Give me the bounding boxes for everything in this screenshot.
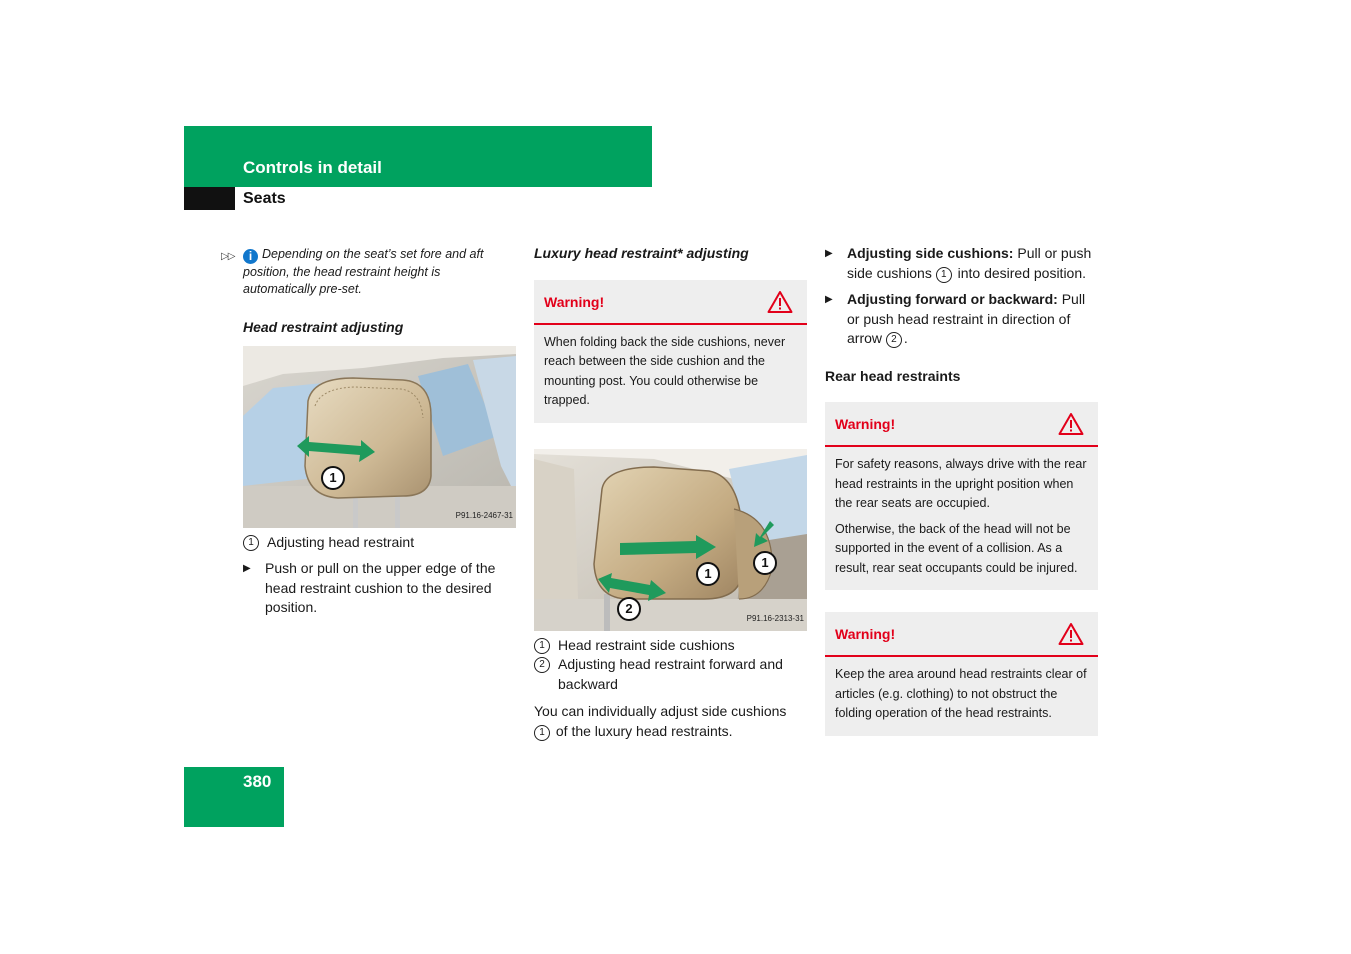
- adjust-arrow-icon: [295, 434, 377, 464]
- legend-item: [534, 655, 807, 694]
- page-number: 380: [243, 772, 272, 791]
- body-paragraph: [534, 702, 807, 741]
- callout-2: 2: [617, 597, 641, 621]
- warning-header: [825, 402, 1098, 447]
- legend-text: Adjusting head restraint forward and backward: [558, 656, 783, 692]
- warning-triangle-icon: [1058, 622, 1084, 646]
- luxury-head-restraint-heading: Luxury head restraint* adjusting: [534, 245, 749, 261]
- warning-text: Keep the area around head restraints clear of articles (e.g. clothing) to not obstruct the folding operation of the head restraints.: [835, 667, 1087, 720]
- instruction-bullet: [825, 290, 1098, 349]
- head-restraint-heading: Head restraint adjusting: [243, 319, 404, 335]
- column-middle: [534, 244, 807, 741]
- info-note: [221, 246, 516, 298]
- instruction-label: Adjusting forward or backward:: [847, 291, 1058, 307]
- page-number-block: [184, 767, 284, 827]
- fold-cushion-arrow-icon: [752, 519, 776, 551]
- warning-body: [534, 325, 807, 423]
- callout-1-side: 1: [753, 551, 777, 575]
- column-right: [825, 244, 1098, 736]
- legend-number: 1: [534, 638, 550, 654]
- rear-head-restraints-heading: Rear head restraints: [825, 367, 961, 384]
- instruction-label: Adjusting side cushions:: [847, 245, 1014, 261]
- image-reference-code: P91.16-2313-31: [746, 614, 804, 623]
- instruction-bullet: [825, 244, 1098, 283]
- warning-triangle-icon: [1058, 412, 1084, 436]
- callout-1: 1: [321, 466, 345, 490]
- warning-triangle-icon: [767, 290, 793, 314]
- instruction-body: .: [903, 330, 908, 346]
- bullet-triangle-icon: ▶: [825, 294, 833, 305]
- warning-label: Warning!: [544, 293, 605, 310]
- instruction-body: into desired position.: [957, 264, 1087, 281]
- legend-number: 1: [243, 535, 259, 551]
- instruction-bullet: [243, 559, 516, 618]
- continue-arrows-icon: ▷▷: [221, 251, 235, 262]
- warning-box: [534, 280, 807, 423]
- instruction-text: Push or pull on the upper edge of the head restraint cushion to the desired position.: [265, 560, 496, 615]
- image-reference-code: P91.16-2467-31: [455, 511, 513, 520]
- warning-box: [825, 402, 1098, 590]
- luxury-head-restraint-photo: [534, 449, 807, 631]
- side-cushion-arrow-icon: [618, 533, 718, 561]
- legend-item: [534, 636, 807, 656]
- info-icon: i: [243, 249, 258, 264]
- legend-text: Adjusting head restraint: [267, 533, 415, 550]
- warning-text: Otherwise, the back of the head will not be supported in the event of a collision. As a result, rear seat occupants could be injured.: [835, 521, 1078, 575]
- info-note-text: Depending on the seat’s set fore and aft position, the head restraint height is automatically pre-set.: [243, 247, 484, 296]
- warning-header: [825, 612, 1098, 657]
- section-marker: [184, 187, 235, 210]
- bullet-triangle-icon: ▶: [825, 248, 833, 259]
- instruction-body: Pull or push side cushions: [847, 245, 1092, 281]
- warning-text: When folding back the side cushions, never reach between the side cushion and the mounting post. You could otherwise be trapped.: [544, 334, 786, 407]
- instruction-text: [847, 290, 1098, 349]
- legend-number: 2: [534, 657, 550, 673]
- warning-text: For safety reasons, always drive with the rear head restraints in the upright position when the rear seats are occupied.: [835, 457, 1087, 510]
- warning-label: Warning!: [835, 626, 896, 642]
- chapter-title: Controls in detail: [243, 158, 382, 177]
- instruction-text: [847, 244, 1098, 283]
- inline-callout-number: 2: [886, 332, 902, 348]
- head-restraint-photo: [243, 346, 516, 528]
- warning-box: [825, 612, 1098, 736]
- section-title: Seats: [243, 190, 286, 207]
- warning-header: [534, 280, 807, 325]
- paragraph-text: of the luxury head restraints.: [555, 722, 733, 739]
- warning-label: Warning!: [835, 416, 896, 432]
- warning-body: [825, 657, 1098, 736]
- callout-1: 1: [696, 562, 720, 586]
- head-restraint-illustration: [243, 346, 516, 528]
- warning-body: [825, 447, 1098, 590]
- paragraph-text: You can individually adjust side cushions: [534, 703, 787, 719]
- legend-text: Head restraint side cushions: [558, 636, 735, 653]
- bullet-triangle-icon: ▶: [243, 563, 251, 574]
- instruction-body: Pull or push head restraint in direction of arrow: [847, 291, 1086, 346]
- inline-callout-number: 1: [534, 725, 550, 741]
- inline-callout-number: 1: [936, 267, 952, 283]
- column-left: [221, 246, 516, 618]
- legend-item: [243, 533, 516, 553]
